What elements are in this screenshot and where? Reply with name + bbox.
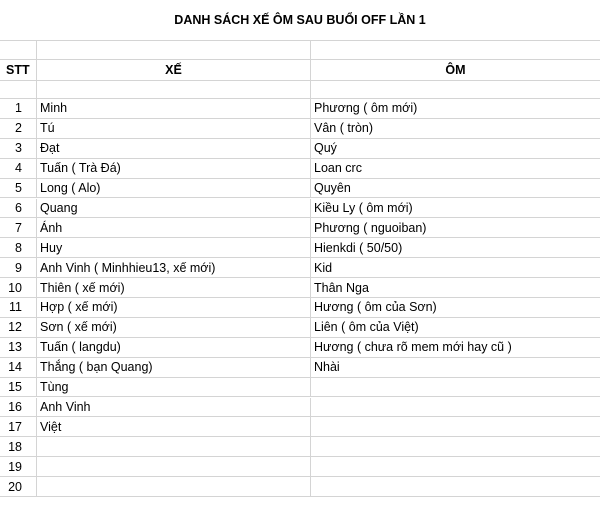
- cell-om[interactable]: Loan crc: [314, 161, 362, 176]
- cell-stt[interactable]: 18: [0, 437, 37, 456]
- sheet-title[interactable]: DANH SÁCH XẾ ÔM SAU BUỔI OFF LẦN 1: [174, 13, 426, 27]
- header-row: [0, 60, 600, 81]
- cell-stt[interactable]: 3: [0, 139, 37, 158]
- cell-xe[interactable]: [37, 437, 311, 456]
- table-row: [0, 378, 600, 398]
- title-row: [0, 0, 600, 41]
- cell-om[interactable]: [311, 398, 600, 417]
- table-row: [0, 457, 600, 477]
- cell-xe[interactable]: [37, 457, 311, 476]
- table-row: [0, 437, 600, 457]
- table-row: [0, 119, 600, 139]
- cell-om[interactable]: Phương ( ôm mới): [314, 101, 418, 116]
- table-row: [0, 179, 600, 199]
- cell-xe[interactable]: Long ( Alo): [37, 179, 311, 198]
- cell-blank-a[interactable]: [0, 81, 37, 98]
- table-row: [0, 218, 600, 238]
- cell-stt[interactable]: 16: [0, 398, 37, 417]
- header-om[interactable]: ÔM: [445, 63, 466, 77]
- cell-om[interactable]: [311, 378, 600, 397]
- cell-stt[interactable]: 20: [0, 477, 37, 496]
- cell-xe[interactable]: Tùng: [37, 378, 311, 397]
- cell-om[interactable]: Liên ( ôm của Việt): [314, 320, 419, 335]
- cell-om[interactable]: [311, 417, 600, 436]
- table-row: [0, 278, 600, 298]
- cell-xe[interactable]: Tuấn ( Trà Đá): [37, 159, 311, 178]
- cell-stt[interactable]: 15: [0, 378, 37, 397]
- table-row: [0, 258, 600, 278]
- table-row: [0, 398, 600, 418]
- cell-stt[interactable]: 14: [0, 358, 37, 377]
- table-row: [0, 417, 600, 437]
- cell-blank-b[interactable]: [37, 81, 311, 98]
- cell-blank-a[interactable]: [0, 41, 37, 59]
- cell-xe[interactable]: Tú: [37, 119, 311, 138]
- cell-xe[interactable]: Sơn ( xế mới): [37, 318, 311, 337]
- cell-stt[interactable]: 2: [0, 119, 37, 138]
- table-row: [0, 338, 600, 358]
- cell-stt[interactable]: 12: [0, 318, 37, 337]
- cell-xe[interactable]: Đạt: [37, 139, 311, 158]
- table-row: [0, 199, 600, 219]
- cell-xe[interactable]: Việt: [37, 417, 311, 436]
- table-row: [0, 298, 600, 318]
- table-row: [0, 99, 600, 119]
- cell-om[interactable]: Hương ( chưa rõ mem mới hay cũ ): [314, 340, 512, 355]
- blank-row: [0, 81, 600, 99]
- cell-stt[interactable]: 7: [0, 218, 37, 237]
- cell-xe[interactable]: Hợp ( xế mới): [37, 298, 311, 317]
- cell-xe[interactable]: Minh: [37, 99, 311, 118]
- cell-xe[interactable]: Tuấn ( langdu): [37, 338, 311, 357]
- header-xe[interactable]: XẾ: [37, 60, 311, 80]
- table-row: [0, 159, 600, 179]
- cell-om[interactable]: Hương ( ôm của Sơn): [314, 300, 437, 315]
- cell-stt[interactable]: 9: [0, 258, 37, 277]
- cell-blank-b[interactable]: [37, 41, 311, 59]
- cell-om[interactable]: Thân Nga: [314, 280, 369, 295]
- cell-om[interactable]: Hienkdi ( 50/50): [314, 240, 403, 255]
- table-row: [0, 238, 600, 258]
- cell-xe[interactable]: Ánh: [37, 218, 311, 237]
- cell-xe[interactable]: Quang: [37, 199, 311, 218]
- table-row: [0, 358, 600, 378]
- cell-om[interactable]: Quý: [314, 141, 337, 156]
- cell-om[interactable]: [311, 437, 600, 456]
- cell-stt[interactable]: 10: [0, 278, 37, 297]
- cell-stt[interactable]: 17: [0, 417, 37, 436]
- cell-om[interactable]: Quyên: [314, 181, 351, 196]
- cell-stt[interactable]: 6: [0, 199, 37, 218]
- cell-om[interactable]: [311, 457, 600, 476]
- cell-stt[interactable]: 4: [0, 159, 37, 178]
- cell-blank-c[interactable]: [311, 81, 600, 98]
- cell-xe[interactable]: Thắng ( bạn Quang): [37, 358, 311, 377]
- cell-stt[interactable]: 5: [0, 179, 37, 198]
- table-row: [0, 318, 600, 338]
- table-row: [0, 477, 600, 497]
- cell-om[interactable]: Phương ( nguoiban): [314, 220, 427, 235]
- cell-stt[interactable]: 11: [0, 298, 37, 317]
- cell-stt[interactable]: 1: [0, 99, 37, 118]
- cell-om[interactable]: Kid: [314, 260, 333, 275]
- cell-xe[interactable]: [37, 477, 311, 496]
- cell-xe[interactable]: Anh Vinh: [37, 398, 311, 417]
- cell-stt[interactable]: 19: [0, 457, 37, 476]
- cell-om[interactable]: Nhài: [314, 360, 340, 375]
- cell-xe[interactable]: Anh Vinh ( Minhhieu13, xế mới): [37, 258, 311, 277]
- cell-stt[interactable]: 8: [0, 238, 37, 257]
- cell-om[interactable]: Kiều Ly ( ôm mới): [314, 200, 413, 215]
- cell-blank-c[interactable]: [311, 41, 600, 59]
- cell-xe[interactable]: Thiên ( xế mới): [37, 278, 311, 297]
- cell-om[interactable]: Vân ( tròn): [314, 121, 374, 136]
- cell-stt[interactable]: 13: [0, 338, 37, 357]
- header-stt[interactable]: STT: [0, 60, 37, 80]
- table-row: [0, 139, 600, 159]
- blank-row: [0, 41, 600, 60]
- cell-xe[interactable]: Huy: [37, 238, 311, 257]
- cell-om[interactable]: [311, 477, 600, 496]
